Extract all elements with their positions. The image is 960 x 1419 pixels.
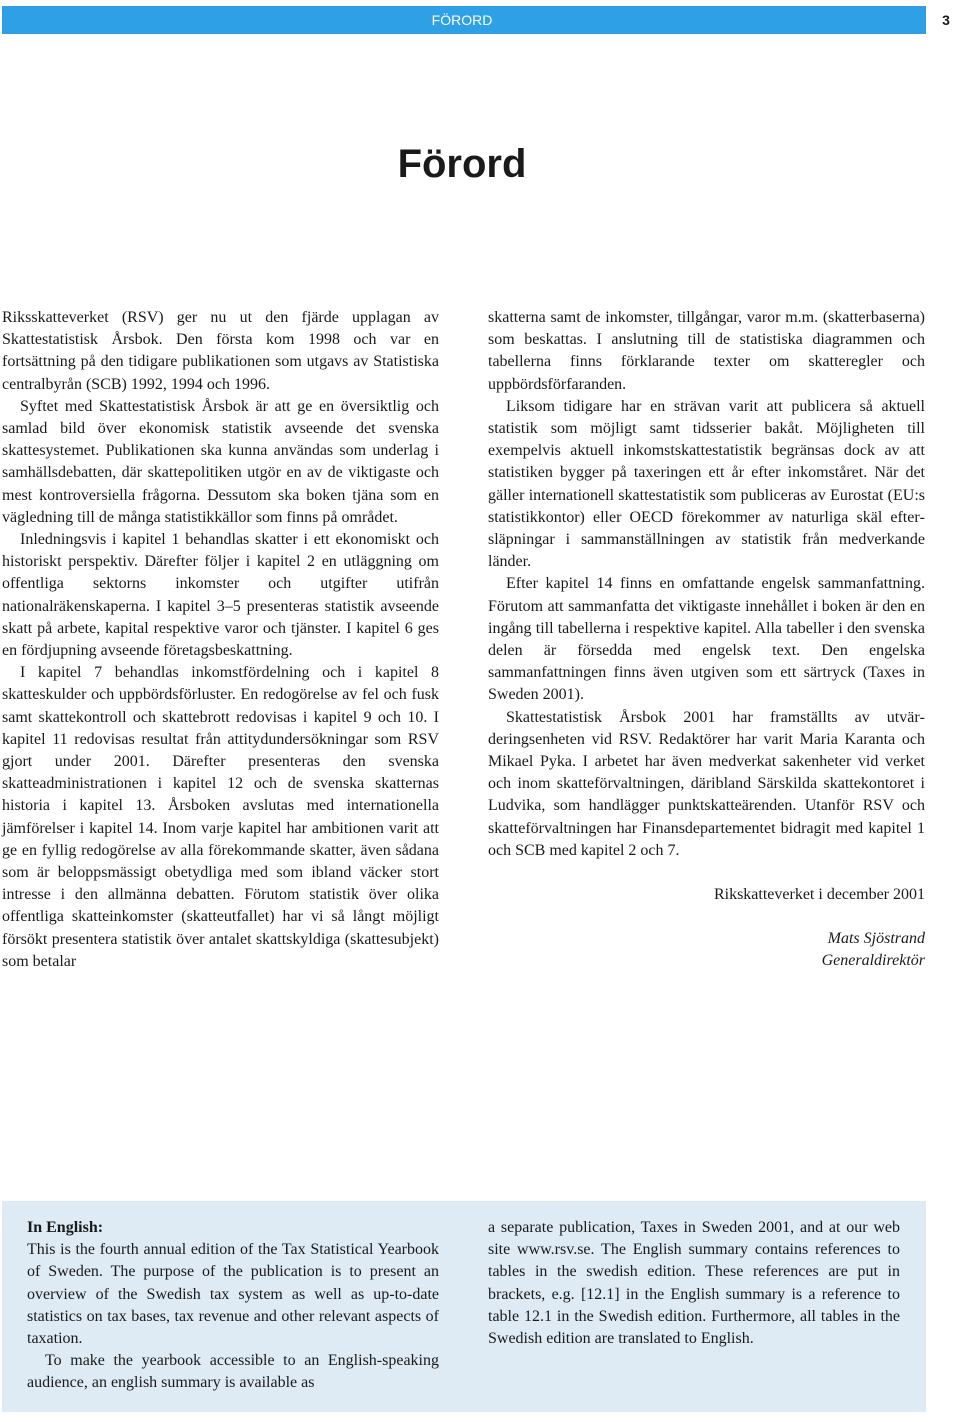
body-paragraph: Syftet med Skattestatistisk Årsbok är att ge en översiktlig och samlad bild över ekonomisk statistik avseende det svenska skattesystemet. Publikationen ska kunna användas som underlag i samhällsdebatten, där skattepolitiken utgör en av de viktigaste och mest kontroversiella frågorna. Dessutom ska boken tjäna som en vägledning till de många statistikkällor som finns på området. bbox=[2, 397, 439, 526]
signature-title: Generaldirektör bbox=[821, 952, 925, 970]
date-line: Rikskatteverket i december 2001 bbox=[713, 886, 925, 904]
page-number: 3 bbox=[942, 12, 950, 28]
english-paragraph: To make the yearbook accessible to an English-speaking audience, an english summary is available as bbox=[27, 1352, 439, 1392]
page-title: Förord bbox=[397, 141, 527, 186]
body-paragraph: skatterna samt de inkomster, tillgångar, varor m.m. (skatterbaserna) som beskattas. I anslutning till de statistiska diagrammen och tabellerna finns förklarande texter om skatteregler och uppbördsförfaranden. bbox=[488, 309, 925, 393]
english-summary-left-column bbox=[27, 1217, 439, 1395]
body-paragraph: Inledningsvis i kapitel 1 behandlas skatter i ett ekonomiskt och historiskt perspektiv. Därefter följer i kapitel 2 en utläggning om offentliga sektorns inkomster och utgifter utifrån nationalräkenskaperna. I kapitel 3–5 presenteras statistik avseende skatt på arbete, kapital respektive varor och tjänster. I kapitel 6 ges en fördjupning avseende företagsbeskattning. bbox=[2, 531, 439, 660]
english-summary-right-column bbox=[488, 1217, 900, 1350]
intro-paragraph: Riksskatteverket (RSV) ger nu ut den fjärde upplagan av Skattestatistisk Årsbok. Den första kom 1998 och var en fortsättning på den tidigare publikationen som utgavs av Statistiska centralbyrån (SCB) 1992, 1994 och 1996. bbox=[2, 309, 439, 393]
body-paragraph: Liksom tidigare har en strävan varit att publicera så aktuell statistik som möjligt samt tidsserier bakåt. Möjligheten till exempelvis aktuell inkomstskattestatistik begränsas dock av att statistiken bygger på taxeringen ett år efter inkomståret. När det gäller internationell skattestatistik som publiceras av Eurostat (EU:s statistikkontor) eller OECD förekommer av naturliga skäl eftersläpningar i sammanställningen av statistik från medverkande länder. bbox=[488, 397, 925, 571]
english-heading: In English: bbox=[27, 1219, 104, 1236]
body-paragraph: Skattestatistisk Årsbok 2001 har framställts av utvärderingsenheten vid RSV. Redaktörer har varit Maria Karanta och Mikael Pyka. I arbetet har även medverkat sakenheter vid verket och inom skatteförvaltningen, däribland Särskilda skattekontoret i Ludvika, som handlägger punktskatteärenden. Utanför RSV och skatteförvaltningen har Finansdepartementet bidragit med kapitel 1 och SCB med kapitel 2 och 7. bbox=[488, 708, 925, 859]
signature-name: Mats Sjöstrand bbox=[827, 930, 925, 948]
english-paragraph: a separate publication, Taxes in Sweden 2001, and at our web site www.rsv.se. The English summary contains references to tables in the swedish edition. These references are put in brackets, e.g. [12.1] in the English summary is a reference to table 12.1 in the Swedish edition. Furthermore, all tables in the Swedish edition are translated to English. bbox=[488, 1219, 900, 1348]
body-paragraph: I kapitel 7 behandlas inkomstfördelning och i kapitel 8 skatteskulder och uppbördsförluster. En redogörelse av fel och fusk samt skattekontroll och skattebrott redovisas i kapitel 9 och 10. I kapitel 11 redovisas resultat från attitydundersökningar som RSV gjort under 2001. Därefter presenteras den svenska skatteadministrationen i kapitel 12 och de svenska skatternas historia i kapitel 13. Årsboken avslutas med internationella jämförelser i kapitel 14. Inom varje kapitel har ambitionen varit att ge en fyllig redogörelse av alla förekommande skatter, även sådana som är beloppsmässigt obetydliga med som ibland väcker stort intresse i den allmänna debatten. Förutom statistik över olika offentliga skatteinkomster (skatteutfallet) har vi så långt möjligt försökt presentera statistik över antalet skattskyldiga (skattesubjekt) som betalar bbox=[2, 664, 439, 970]
running-header: FÖRORD bbox=[431, 12, 493, 28]
right-text-column bbox=[488, 307, 925, 973]
body-paragraph: Efter kapitel 14 finns en omfattande engelsk sammanfattning. Förutom att sammanfatta det viktigaste innehållet i boken är den en ingång till tabellerna i respektive kapitel. Alla tabeller i den svenska delen är försedda med engelsk text. Den engelska sammanfattningen finns även utgiven som ett särtryck (Taxes in Sweden 2001). bbox=[488, 575, 925, 704]
english-paragraph: This is the fourth annual edition of the Tax Statistical Yearbook of Sweden. The purpose of the publication is to present an overview of the Swedish tax system as well as up-to-date statistics on tax bases, tax revenue and other relevant aspects of taxation. bbox=[27, 1241, 439, 1348]
left-text-column bbox=[2, 307, 439, 973]
